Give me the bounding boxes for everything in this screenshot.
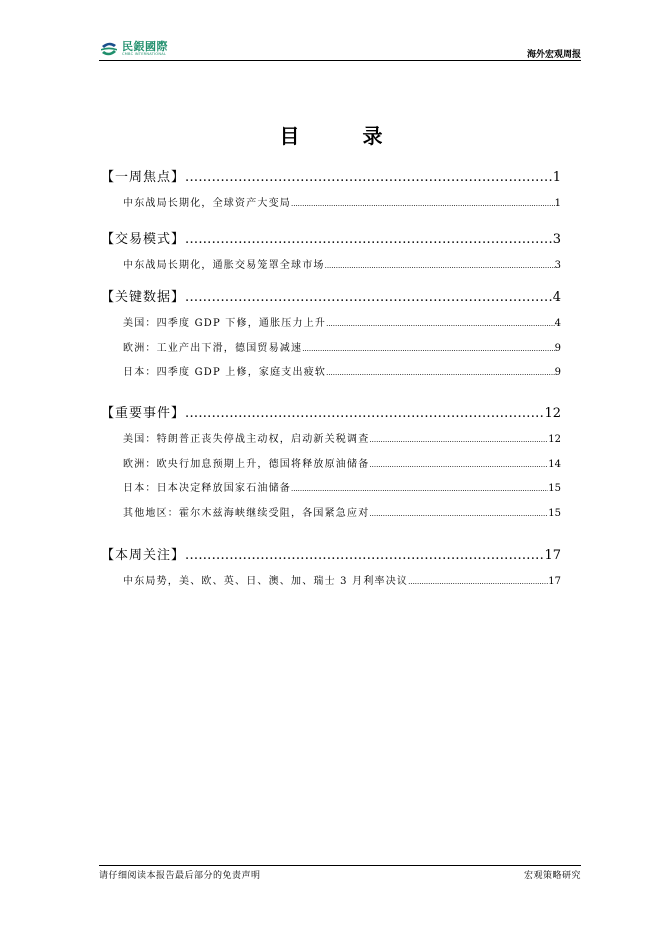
toc-page-number: 15 bbox=[548, 483, 561, 494]
toc-page-number: 14 bbox=[548, 458, 561, 470]
toc-leader-dots bbox=[326, 316, 555, 332]
toc-page-number: 3 bbox=[554, 260, 561, 271]
toc-subsection-label: 美国：特朗普正丧失停战主动权，启动新关税调查 bbox=[123, 434, 370, 445]
toc-page-number: 3 bbox=[552, 232, 561, 247]
toc-subsection-entry[interactable] bbox=[123, 506, 561, 522]
toc-subsection-entry[interactable] bbox=[123, 196, 561, 212]
logo-english-name: CMBC INTERNATIONAL bbox=[122, 52, 167, 57]
toc-subsection-label: 中东战局长期化，全球资产大变局 bbox=[123, 198, 291, 209]
toc-leader-dots bbox=[369, 432, 548, 448]
toc-section-entry[interactable] bbox=[101, 288, 561, 308]
toc-page-number: 15 bbox=[548, 507, 561, 519]
disclaimer-note: 请仔细阅读本报告最后部分的免责声明 bbox=[99, 871, 261, 881]
toc-subsection-entry[interactable] bbox=[123, 365, 561, 381]
toc-leader-dots bbox=[325, 258, 555, 274]
toc-subsection-entry[interactable] bbox=[123, 341, 561, 357]
toc-leader-dots bbox=[185, 404, 544, 424]
toc-subsection-label: 欧洲：欧央行加息预期上升，德国将释放原油储备 bbox=[123, 458, 370, 470]
toc-subsection-entry[interactable] bbox=[123, 316, 561, 332]
toc-subsection-entry[interactable] bbox=[123, 481, 561, 497]
logo-chinese-name: 民銀國際 bbox=[122, 40, 168, 54]
footer-rule bbox=[99, 865, 581, 866]
toc-leader-dots bbox=[408, 574, 548, 590]
toc-subsection-label: 欧洲：工业产出下滑，德国贸易减速 bbox=[123, 342, 303, 354]
page-header bbox=[99, 38, 581, 62]
toc-section-entry[interactable] bbox=[101, 168, 561, 188]
toc-leader-dots bbox=[185, 230, 553, 250]
toc-subsection-label: 中东局势，美、欧、英、日、澳、加、瑞士 3 月利率决议 bbox=[123, 576, 409, 587]
toc-subsection-entry[interactable] bbox=[123, 457, 561, 473]
toc-section-label: 【关键数据】 bbox=[101, 290, 186, 305]
logo-mark-icon bbox=[99, 41, 119, 58]
toc-page-number: 9 bbox=[554, 342, 561, 354]
toc-leader-dots bbox=[302, 341, 554, 357]
toc-page-number: 1 bbox=[552, 170, 561, 185]
toc-subsection-label: 美国：四季度 GDP 下修，通胀压力上升 bbox=[123, 318, 327, 329]
department-name: 宏观策略研究 bbox=[523, 871, 581, 881]
company-logo bbox=[99, 40, 168, 58]
toc-leader-dots bbox=[291, 196, 555, 212]
toc-leader-dots bbox=[185, 168, 553, 188]
toc-section-entry[interactable] bbox=[101, 404, 561, 424]
toc-page-number: 4 bbox=[554, 318, 561, 329]
toc-subsection-label: 日本：日本决定释放国家石油储备 bbox=[123, 483, 291, 494]
toc-section-entry[interactable] bbox=[101, 230, 561, 250]
toc-page-number: 17 bbox=[544, 548, 561, 563]
toc-title: 目 录 bbox=[279, 124, 411, 148]
toc-subsection-entry[interactable] bbox=[123, 574, 561, 590]
toc-page-number: 12 bbox=[548, 434, 561, 445]
page-footer bbox=[99, 865, 581, 881]
toc-section-label: 【本周关注】 bbox=[101, 548, 186, 563]
header-rule bbox=[99, 60, 581, 61]
toc-subsection-entry[interactable] bbox=[123, 258, 561, 274]
toc-section-label: 【一周焦点】 bbox=[101, 170, 186, 185]
toc-leader-dots bbox=[185, 288, 553, 308]
toc-leader-dots bbox=[291, 481, 548, 497]
toc-page-number: 12 bbox=[544, 406, 561, 421]
toc-subsection-label: 中东战局长期化，通胀交易笼罩全球市场 bbox=[123, 260, 325, 271]
toc-page-number: 4 bbox=[552, 290, 561, 305]
toc-page-number: 1 bbox=[554, 198, 561, 209]
toc-section-label: 【重要事件】 bbox=[101, 406, 186, 421]
toc-section-label: 【交易模式】 bbox=[101, 232, 186, 247]
toc-page-number: 9 bbox=[554, 367, 561, 378]
report-name: 海外宏观周报 bbox=[526, 50, 581, 60]
toc-leader-dots bbox=[369, 506, 548, 522]
toc-leader-dots bbox=[369, 457, 548, 473]
toc-subsection-label: 其他地区：霍尔木兹海峡继续受阻，各国紧急应对 bbox=[123, 507, 370, 519]
toc-leader-dots bbox=[326, 365, 555, 381]
toc-subsection-label: 日本：四季度 GDP 上修，家庭支出疲软 bbox=[123, 367, 327, 378]
toc-section-entry[interactable] bbox=[101, 546, 561, 566]
toc-page-number: 17 bbox=[548, 576, 561, 587]
toc-leader-dots bbox=[185, 546, 544, 566]
toc-subsection-entry[interactable] bbox=[123, 432, 561, 448]
